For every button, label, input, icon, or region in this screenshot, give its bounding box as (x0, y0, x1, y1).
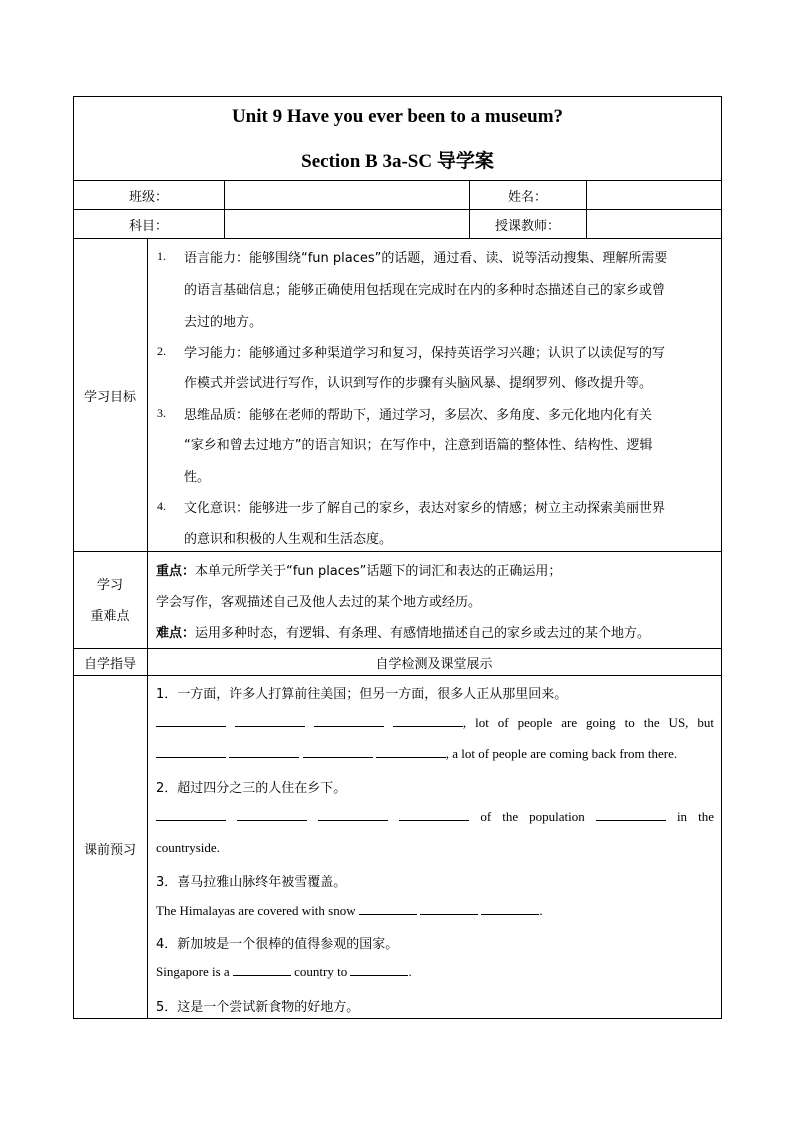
answer-blank[interactable] (233, 964, 291, 976)
objective-line: 去过的地方。 (184, 315, 263, 330)
objective-number: 4. (157, 499, 166, 513)
objective-line: 学习能力：能够通过多种渠道学习和复习，保持英语学习兴趣；认识了以读促写的写 (184, 346, 666, 361)
table-border-right (721, 96, 722, 1019)
key-point-text: 本单元所学关于“fun places”话题下的词汇和表达的正确运用； (195, 564, 562, 579)
objectives-label: 学习目标 (83, 390, 136, 405)
question-3-english: The Himalayas are covered with snow . (156, 903, 543, 918)
page-title: Unit 9 Have you ever been to a museum? (231, 106, 564, 127)
preview-label: 课前预习 (83, 843, 136, 858)
objective-line: 的语言基础信息；能够正确使用包括现在完成时在内的多种时态描述自己的家乡或曾 (184, 283, 666, 298)
class-label: 班级： (128, 190, 168, 205)
row-divider (73, 238, 722, 239)
question-2-english-line-2: countryside. (156, 840, 220, 855)
guide-header: 自学检测及课堂展示 (375, 657, 493, 672)
table-border-top (73, 96, 722, 97)
objective-number: 3. (157, 406, 166, 420)
question-3-english-text: The Himalayas are covered with snow (156, 903, 356, 918)
name-label: 姓名： (507, 190, 547, 205)
answer-blank[interactable] (596, 809, 666, 821)
objective-line: 的意识和积极的人生观和生活态度。 (184, 532, 393, 547)
col-divider (224, 180, 225, 238)
answer-blank[interactable] (350, 964, 408, 976)
objective-line: 性。 (184, 470, 211, 485)
objective-number: 1. (157, 249, 166, 263)
objective-line: 语言能力：能够围绕“fun places”的话题，通过看、读、说等活动搜集、理解所需要 (184, 251, 668, 266)
question-4-english-text: Singapore is a (156, 964, 230, 979)
answer-blank[interactable] (376, 746, 446, 758)
table-border-bottom (73, 1018, 722, 1019)
question-4-english: Singapore is a country to . (156, 964, 412, 979)
row-divider (73, 675, 722, 676)
question-4-chinese: 4．新加坡是一个很棒的值得参观的国家。 (156, 937, 399, 952)
objective-line: “家乡和曾去过地方”的语言知识；在写作中，注意到语篇的整体性、结构性、逻辑 (184, 438, 653, 453)
answer-blank[interactable] (156, 809, 226, 821)
table-border-left (73, 96, 74, 1019)
answer-blank[interactable] (318, 809, 388, 821)
question-4-english-text: country to (294, 964, 348, 979)
subject-label: 科目： (128, 219, 168, 234)
question-1-english-line-1 (156, 715, 714, 731)
objective-line: 作模式并尝试进行写作，认识到写作的步骤有头脑风暴、提纲罗列、修改提升等。 (184, 376, 653, 391)
question-1-english-line-2 (156, 746, 677, 762)
question-2-english-text: of the population (480, 809, 585, 824)
row-divider (73, 551, 722, 552)
question-2-english-line-1 (156, 809, 714, 825)
difficult-point-heading: 难点： (156, 626, 196, 641)
answer-blank[interactable] (237, 809, 307, 821)
teacher-label: 授课教师： (494, 219, 560, 234)
objective-line: 文化意识：能够进一步了解自己的家乡，表达对家乡的情感；树立主动探索美丽世界 (184, 501, 666, 516)
answer-blank[interactable] (399, 809, 469, 821)
answer-blank[interactable] (393, 715, 463, 727)
answer-blank[interactable] (229, 746, 299, 758)
key-points-label: 重难点 (90, 609, 130, 624)
question-5-chinese: 5．这是一个尝试新食物的好地方。 (156, 1000, 360, 1015)
answer-blank[interactable] (156, 746, 226, 758)
question-2-chinese: 2．超过四分之三的人住在乡下。 (156, 781, 347, 796)
answer-blank[interactable] (314, 715, 384, 727)
question-1-english-text: , a lot of people are coming back from there. (445, 746, 678, 761)
question-3-chinese: 3．喜马拉雅山脉终年被雪覆盖。 (156, 875, 347, 890)
objective-number: 2. (157, 344, 166, 358)
answer-blank[interactable] (481, 903, 539, 915)
key-points-label: 学习 (96, 578, 123, 593)
question-1-english-text: , lot of people are going to the US, but (462, 715, 714, 730)
question-1-chinese: 1．一方面，许多人打算前往美国；但另一方面，很多人正从那里回来。 (156, 687, 568, 702)
page-subtitle: Section B 3a-SC 导学案 (301, 151, 494, 172)
answer-blank[interactable] (156, 715, 226, 727)
col-divider (147, 238, 148, 1019)
answer-blank[interactable] (420, 903, 478, 915)
answer-blank[interactable] (359, 903, 417, 915)
row-divider (73, 209, 722, 210)
guide-label: 自学指导 (83, 657, 136, 672)
key-point-heading: 重点： (156, 564, 196, 579)
difficult-point-text: 运用多种时态，有逻辑、有条理、有感情地描述自己的家乡或去过的某个地方。 (195, 626, 651, 641)
answer-blank[interactable] (303, 746, 373, 758)
row-divider (73, 180, 722, 181)
objective-line: 思维品质：能够在老师的帮助下，通过学习，多层次、多角度、多元化地内化有关 (184, 408, 653, 423)
key-point-text-2: 学会写作，客观描述自己及他人去过的某个地方或经历。 (156, 595, 482, 610)
question-2-english-text: in the (676, 809, 715, 824)
answer-blank[interactable] (235, 715, 305, 727)
row-divider (73, 648, 722, 649)
col-divider (586, 180, 587, 238)
